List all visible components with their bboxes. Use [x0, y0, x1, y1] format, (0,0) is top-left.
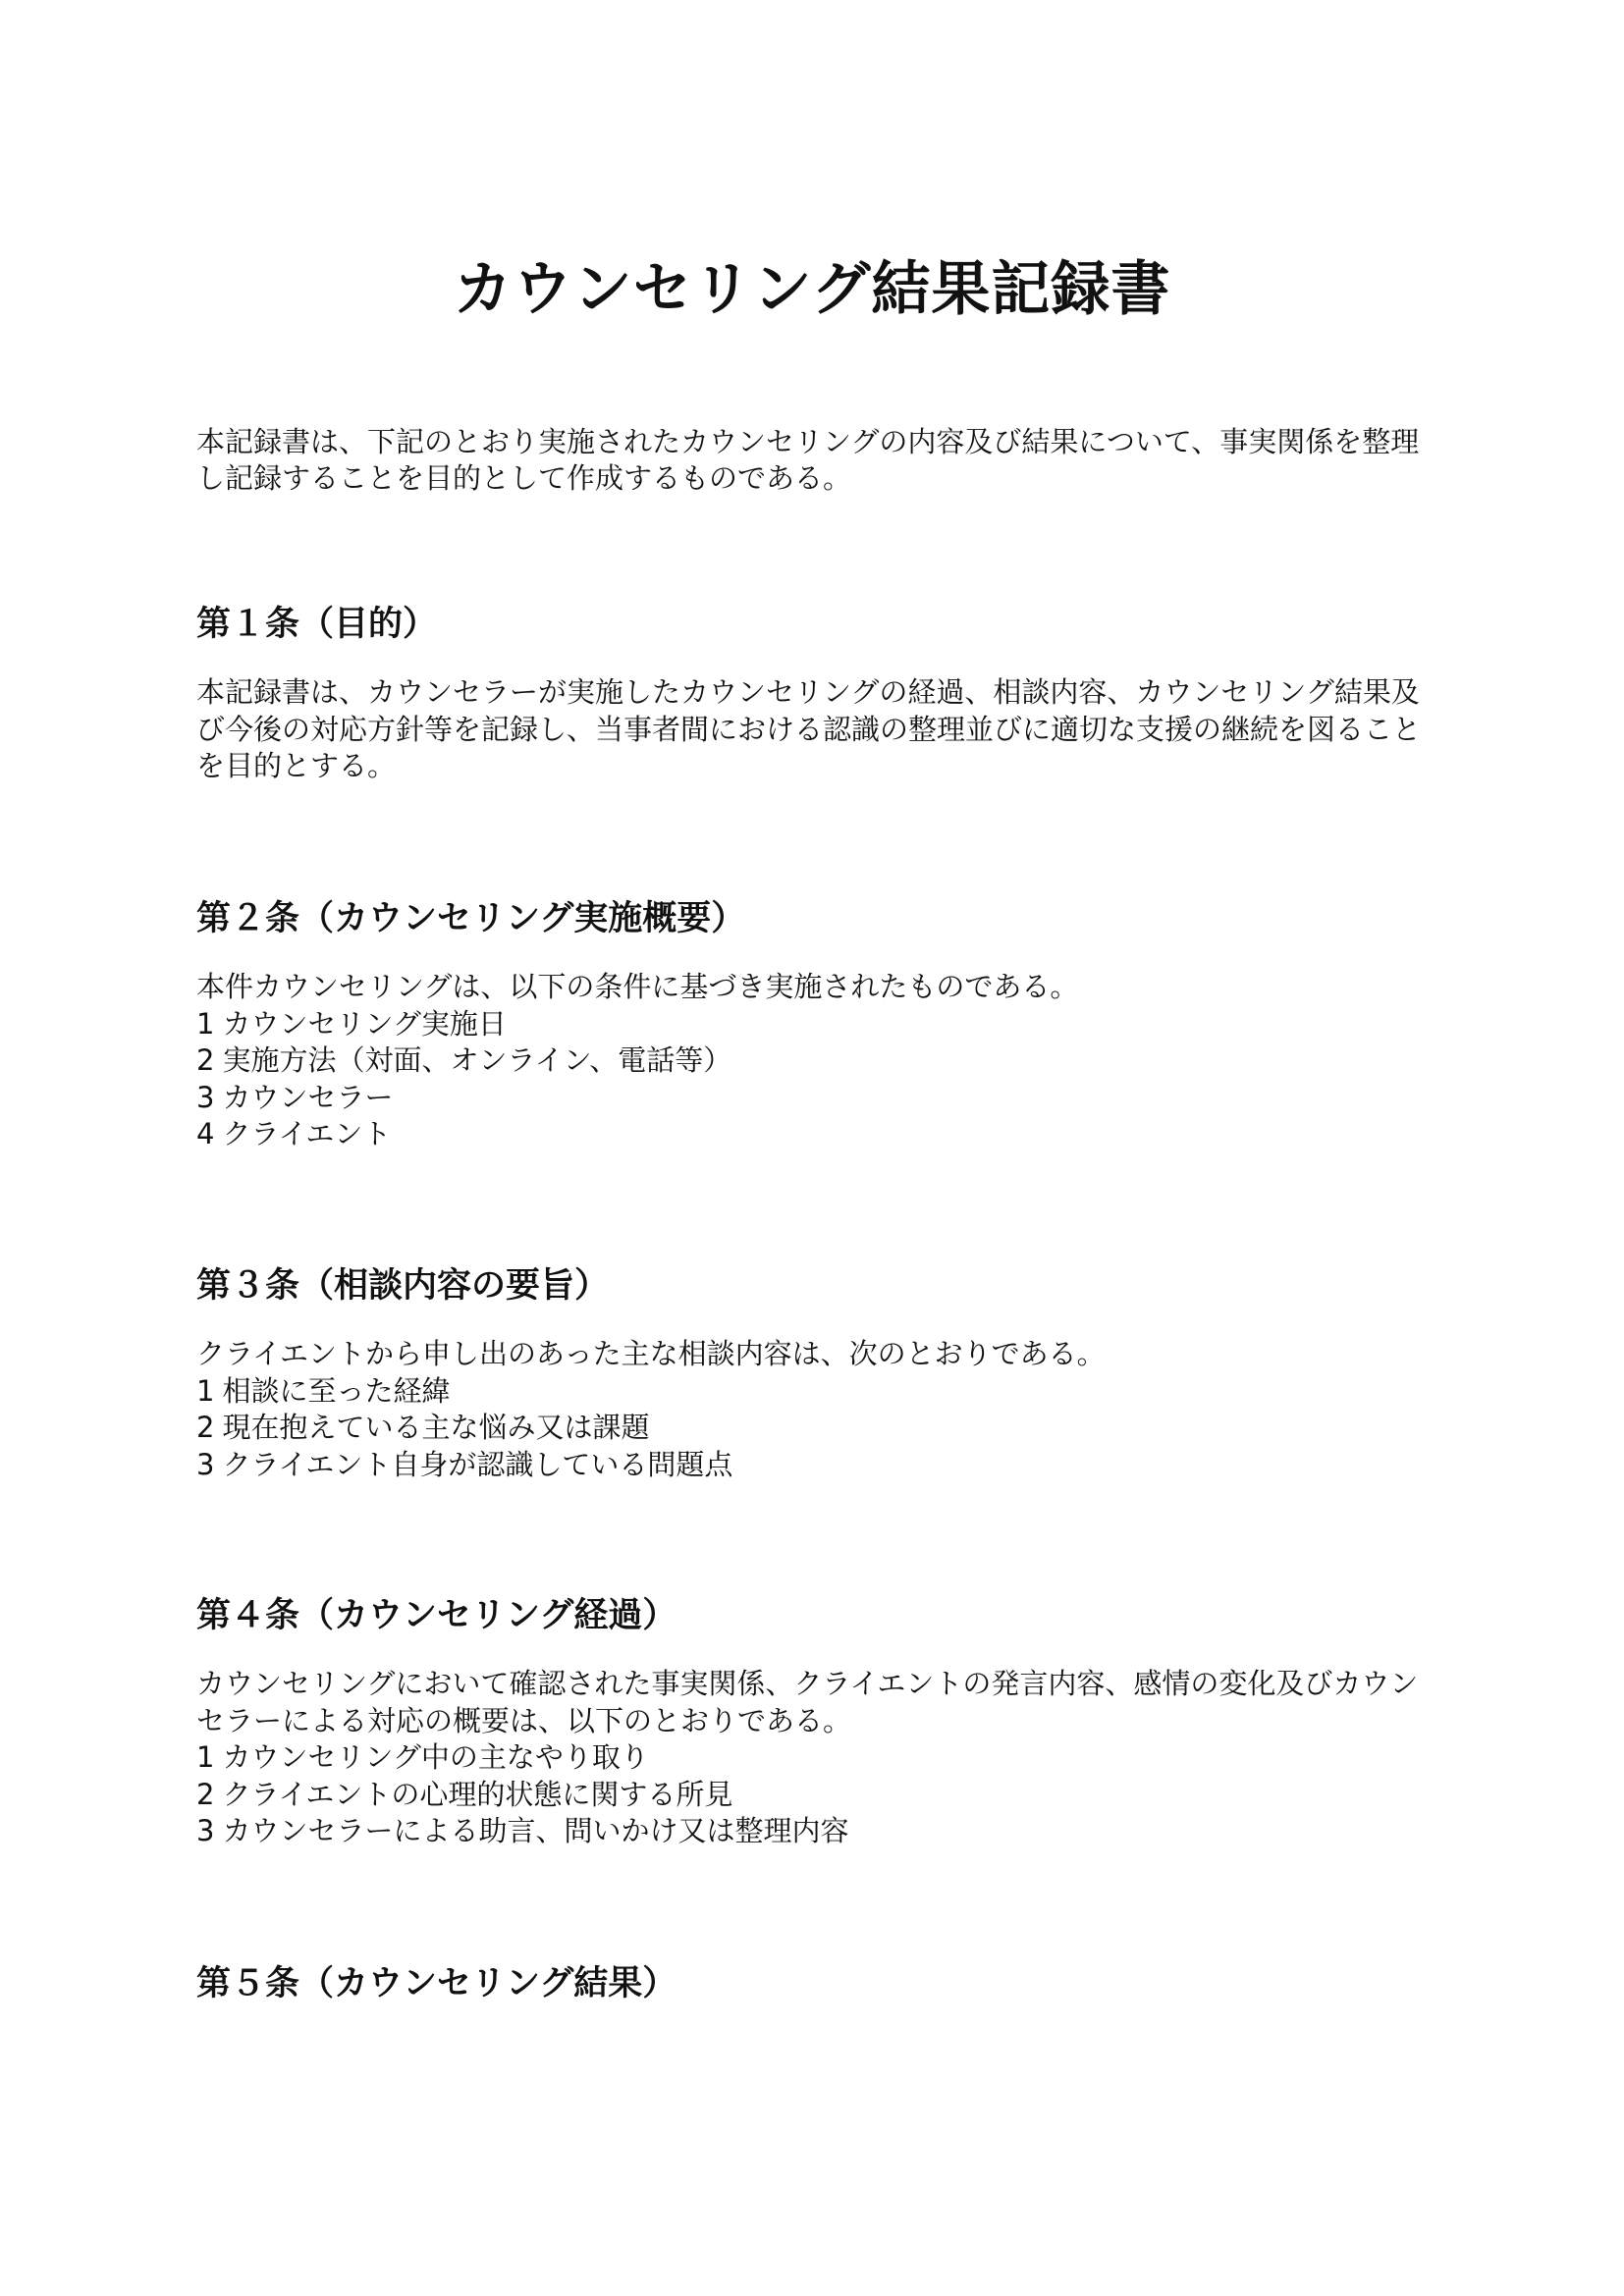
- article-item-list: [196, 1373, 1434, 1484]
- list-item-number: 2: [196, 1411, 215, 1444]
- list-item-number: 4: [196, 1117, 215, 1150]
- article-5: [196, 1960, 1434, 2034]
- list-item-number: 3: [196, 1447, 215, 1481]
- article-body: 本件カウンセリングは、以下の条件に基づき実施されたものである。: [196, 970, 1079, 1003]
- list-item: [196, 1006, 1434, 1043]
- list-item-text: カウンセラー: [222, 1080, 394, 1114]
- list-item-text: カウンセリング実施日: [222, 1006, 507, 1041]
- article-heading: 第５条（カウンセリング結果）: [196, 1964, 677, 2003]
- article-3: [196, 1262, 1434, 1483]
- article-item-list: [196, 1006, 1434, 1153]
- article-4: [196, 1592, 1434, 1850]
- article-body: 本記録書は、カウンセラーが実施したカウンセリングの経過、相談内容、カウンセリング結果及び今後の対応方針等を記録し、当事者間における認識の整理並びに適切な支援の継続を図ることを目的とする。: [196, 675, 1422, 782]
- list-item: [196, 1410, 1434, 1447]
- article-1: [196, 601, 1434, 785]
- list-item: [196, 1080, 1434, 1117]
- document-title: カウンセリング結果記録書: [453, 255, 1171, 324]
- list-item-number: 1: [196, 1373, 215, 1408]
- list-item: [196, 1447, 1434, 1484]
- list-item: [196, 1813, 1434, 1850]
- article-body: カウンセリングにおいて確認された事実関係、クライエントの発言内容、感情の変化及びカウンセラーによる対応の概要は、以下のとおりである。: [196, 1667, 1419, 1737]
- article-2: [196, 895, 1434, 1153]
- article-heading: 第４条（カウンセリング経過）: [196, 1596, 677, 1635]
- intro-paragraph: 本記録書は、下記のとおり実施されたカウンセリングの内容及び結果について、事実関係を整理し記録することを目的として作成するものである。: [196, 425, 1420, 495]
- article-heading: 第１条（目的）: [196, 605, 438, 644]
- list-item-text: クライエントの心理的状態に関する所見: [222, 1777, 733, 1811]
- list-item-text: 相談に至った経緯: [222, 1373, 451, 1408]
- list-item: [196, 1116, 1434, 1153]
- list-item: [196, 1739, 1434, 1777]
- list-item-text: クライエント: [222, 1117, 392, 1150]
- list-item: [196, 1373, 1434, 1411]
- list-item: [196, 1777, 1434, 1814]
- list-item-number: 2: [196, 1777, 215, 1811]
- list-item: [196, 1042, 1434, 1080]
- list-item-text: カウンセラーによる助言、問いかけ又は整理内容: [222, 1814, 849, 1847]
- article-heading: 第３条（相談内容の要旨）: [196, 1266, 610, 1306]
- list-item-number: 2: [196, 1043, 215, 1077]
- list-item-text: 実施方法（対面、オンライン、電話等）: [222, 1043, 732, 1077]
- list-item-number: 3: [196, 1080, 215, 1114]
- article-heading: 第２条（カウンセリング実施概要）: [196, 899, 746, 938]
- list-item-number: 1: [196, 1006, 215, 1041]
- article-body: クライエントから申し出のあった主な相談内容は、次のとおりである。: [196, 1337, 1106, 1370]
- list-item-number: 1: [196, 1740, 215, 1774]
- article-item-list: [196, 1739, 1434, 1850]
- list-item-text: 現在抱えている主な悩み又は課題: [222, 1411, 650, 1444]
- list-item-text: カウンセリング中の主なやり取り: [222, 1740, 649, 1774]
- list-item-number: 3: [196, 1814, 215, 1847]
- list-item-text: クライエント自身が認識している問題点: [222, 1447, 733, 1481]
